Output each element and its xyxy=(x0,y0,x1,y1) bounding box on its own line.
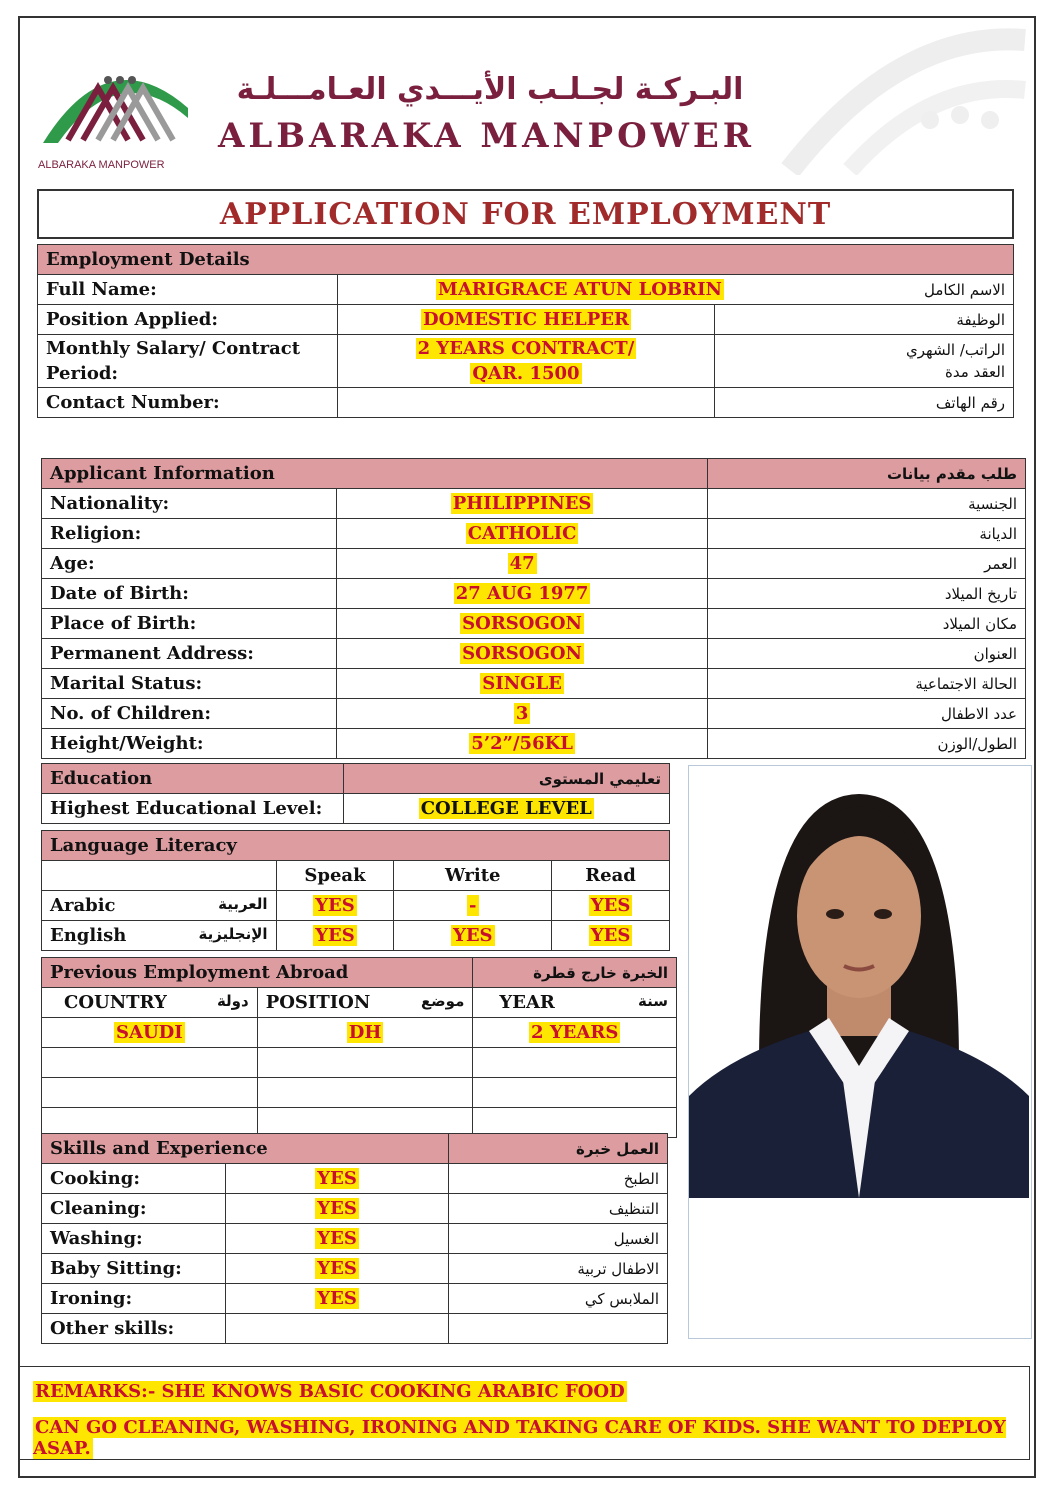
education-value: COLLEGE LEVEL xyxy=(420,798,592,819)
nationality-value: PHILIPPINES xyxy=(452,493,592,514)
row-label-ar: الغسيل xyxy=(449,1224,668,1254)
row-label: Cleaning: xyxy=(42,1194,226,1224)
title-box xyxy=(37,189,1014,239)
country-value: SAUDI xyxy=(116,1022,183,1043)
watermark-arcs xyxy=(780,20,1030,175)
employment-details-table xyxy=(37,244,1014,418)
position-value: DOMESTIC HELPER xyxy=(422,309,629,330)
row-label: Monthly Salary/ Contract xyxy=(46,338,301,359)
lang-name: English xyxy=(50,925,127,946)
skills-header: Skills and Experience xyxy=(42,1134,449,1164)
row-label: Highest Educational Level: xyxy=(42,794,344,824)
row-label: Baby Sitting: xyxy=(42,1254,226,1284)
row-label-ar: الاطفال تربية xyxy=(449,1254,668,1284)
table-row xyxy=(42,1048,677,1078)
row-label: No. of Children: xyxy=(42,699,337,729)
salary-value: 2 YEARS CONTRACT/ xyxy=(417,338,635,359)
skills-header-ar: العمل خبرة xyxy=(449,1134,668,1164)
language-table xyxy=(41,830,670,951)
skill-value: YES xyxy=(317,1198,357,1219)
lang-name-ar: العربية xyxy=(218,895,268,913)
row-label-ar: تاريخ الميلاد xyxy=(708,579,1026,609)
row-label: Marital Status: xyxy=(42,669,337,699)
row-label: Period: xyxy=(46,363,119,384)
previous-header: Previous Employment Abroad xyxy=(42,958,473,988)
education-header-ar: تعليمي المستوى xyxy=(343,764,669,794)
col-read: Read xyxy=(552,861,670,891)
logo-caption: ALBARAKA MANPOWER xyxy=(38,159,165,171)
row-label-ar: الملابس كي xyxy=(449,1284,668,1314)
salary-value: QAR. 1500 xyxy=(472,363,580,384)
employment-details-header: Employment Details xyxy=(38,245,1014,275)
skill-value xyxy=(225,1314,449,1344)
row-label: Place of Birth: xyxy=(42,609,337,639)
row-label: Full Name: xyxy=(38,275,338,305)
company-english-name: ALBARAKA MANPOWER xyxy=(218,116,756,156)
contact-number-value xyxy=(337,388,715,418)
skill-value: YES xyxy=(317,1258,357,1279)
lang-value: YES xyxy=(590,895,631,916)
education-table xyxy=(41,763,670,824)
skill-value: YES xyxy=(317,1228,357,1249)
row-label: Other skills: xyxy=(42,1314,226,1344)
row-label-ar: العنوان xyxy=(708,639,1026,669)
row-label: Height/Weight: xyxy=(42,729,337,759)
row-label-ar: رقم الهاتف xyxy=(715,388,1014,418)
logo-icon xyxy=(38,48,198,153)
height-weight-value: 5’2”/56KL xyxy=(471,733,573,754)
row-label-ar: مكان الميلاد xyxy=(708,609,1026,639)
address-value: SORSOGON xyxy=(462,643,582,664)
lang-value: YES xyxy=(452,925,493,946)
education-header: Education xyxy=(42,764,344,794)
marital-value: SINGLE xyxy=(482,673,562,694)
lang-value: YES xyxy=(315,925,355,946)
row-label: Date of Birth: xyxy=(42,579,337,609)
row-label-ar: الاسم الكامل xyxy=(923,281,1005,299)
col-year: YEAR xyxy=(499,992,555,1013)
remarks-box xyxy=(18,1366,1030,1460)
row-label-ar: الطول/الوزن xyxy=(708,729,1026,759)
table-row xyxy=(42,1078,677,1108)
row-label-ar: عدد الاطفال xyxy=(708,699,1026,729)
skill-value: YES xyxy=(317,1288,357,1309)
remarks-line-1: REMARKS:- SHE KNOWS BASIC COOKING ARABIC FOOD xyxy=(35,1381,625,1402)
row-label: Nationality: xyxy=(42,489,337,519)
language-header: Language Literacy xyxy=(42,831,670,861)
row-label: Position Applied: xyxy=(38,305,338,335)
lang-value: YES xyxy=(315,895,355,916)
col-position-ar: موضع xyxy=(420,992,465,1010)
table-row xyxy=(42,1018,677,1048)
row-label: Ironing: xyxy=(42,1284,226,1314)
birthplace-value: SORSOGON xyxy=(462,613,582,634)
row-label-ar: الجنسية xyxy=(708,489,1026,519)
col-country: COUNTRY xyxy=(64,992,167,1013)
children-value: 3 xyxy=(515,703,529,724)
row-label-ar: الوظيفة xyxy=(715,305,1014,335)
row-label-ar: الراتب/ الشهري xyxy=(906,341,1005,359)
dob-value: 27 AUG 1977 xyxy=(455,583,589,604)
col-country-ar: دولة xyxy=(216,992,249,1010)
col-year-ar: سنة xyxy=(638,992,668,1010)
applicant-photo xyxy=(689,766,1029,1198)
full-name-value: MARIGRACE ATUN LOBRIN xyxy=(437,279,722,300)
remarks-line-2: CAN GO CLEANING, WASHING, IRONING AND TAKING CARE OF KIDS. SHE WANT TO DEPLOY ASAP. xyxy=(33,1417,1006,1459)
applicant-info-header: Applicant Information xyxy=(42,459,708,489)
row-label-ar: العمر xyxy=(708,549,1026,579)
row-label-ar: التنظيف xyxy=(449,1194,668,1224)
row-label-ar xyxy=(449,1314,668,1344)
page-title: APPLICATION FOR EMPLOYMENT xyxy=(219,197,832,232)
row-label: Permanent Address: xyxy=(42,639,337,669)
applicant-info-header-ar: طلب مقدم بيانات xyxy=(708,459,1026,489)
col-write: Write xyxy=(394,861,552,891)
row-label-ar: الحالة الاجتماعية xyxy=(708,669,1026,699)
company-arabic-name: البـركـة لجـلـب الأيـــدي العـامـــلـة xyxy=(236,72,744,107)
position-value: DH xyxy=(348,1022,382,1043)
photo-frame xyxy=(688,765,1032,1339)
lang-value: YES xyxy=(590,925,631,946)
lang-value: - xyxy=(469,895,477,916)
lang-name-ar: الإنجليزية xyxy=(198,925,268,943)
row-label: Washing: xyxy=(42,1224,226,1254)
skills-table xyxy=(41,1133,668,1344)
row-label-ar: العقد مدة xyxy=(945,363,1005,381)
row-label: Religion: xyxy=(42,519,337,549)
row-label: Age: xyxy=(42,549,337,579)
col-speak: Speak xyxy=(276,861,394,891)
row-label-ar: الديانة xyxy=(708,519,1026,549)
age-value: 47 xyxy=(509,553,535,574)
religion-value: CATHOLIC xyxy=(467,523,577,544)
year-value: 2 YEARS xyxy=(531,1022,619,1043)
previous-header-ar: الخبرة خارج قطرة xyxy=(473,958,677,988)
lang-name: Arabic xyxy=(50,895,116,916)
row-label: Contact Number: xyxy=(38,388,338,418)
col-position: POSITION xyxy=(265,992,371,1013)
skill-value: YES xyxy=(317,1168,357,1189)
applicant-info-table xyxy=(41,458,1026,759)
row-label: Cooking: xyxy=(42,1164,226,1194)
row-label-ar: الطبخ xyxy=(449,1164,668,1194)
previous-employment-table xyxy=(41,957,677,1138)
company-logo xyxy=(38,48,198,171)
